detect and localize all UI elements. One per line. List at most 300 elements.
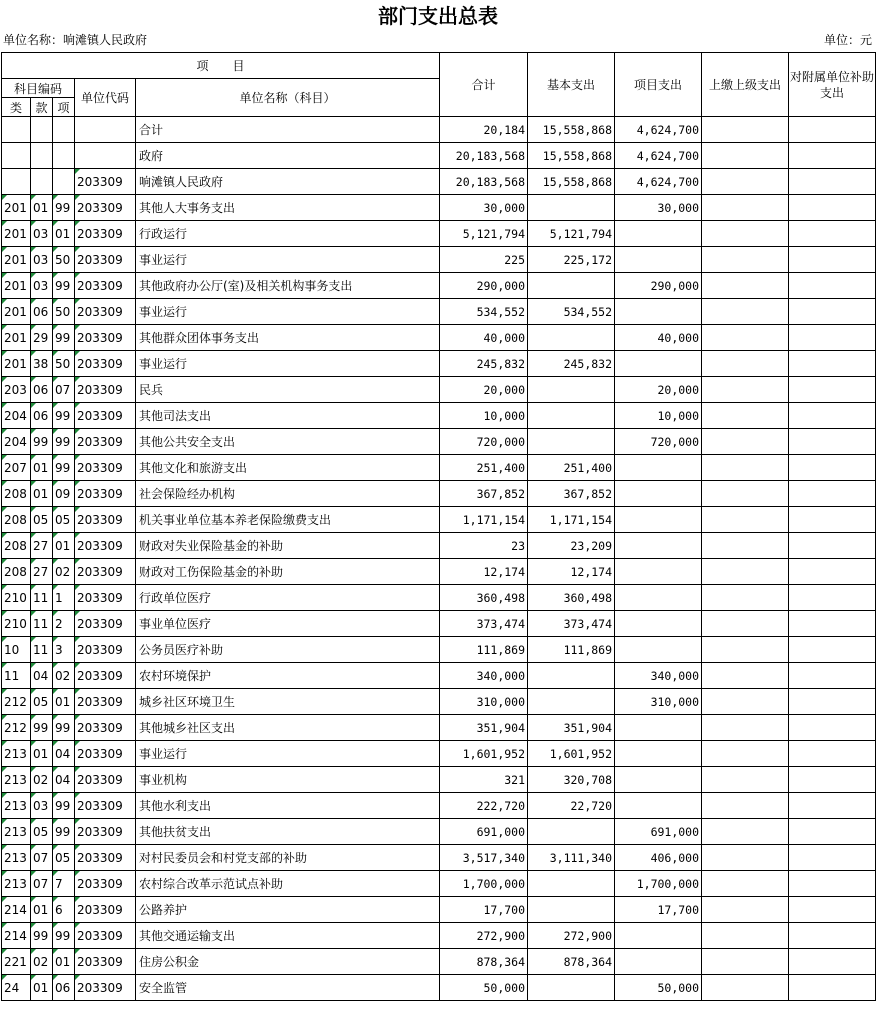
table-row xyxy=(2,741,876,767)
cell-lei: 210 xyxy=(2,611,31,637)
cell-xiang: 02 xyxy=(53,559,75,585)
cell-lei: 24 xyxy=(2,975,31,1001)
cell-basic: 251,400 xyxy=(528,455,615,481)
cell-xiang: 02 xyxy=(53,663,75,689)
cell-basic: 360,498 xyxy=(528,585,615,611)
cell-total: 367,852 xyxy=(440,481,528,507)
cell-unit-code: 203309 xyxy=(75,845,136,871)
cell-basic xyxy=(528,871,615,897)
table-row xyxy=(2,221,876,247)
cell-lei: 213 xyxy=(2,845,31,871)
cell-superior xyxy=(702,715,789,741)
cell-lei: 201 xyxy=(2,325,31,351)
cell-basic: 351,904 xyxy=(528,715,615,741)
header-basic: 基本支出 xyxy=(528,53,615,117)
cell-total: 245,832 xyxy=(440,351,528,377)
cell-kuan: 01 xyxy=(31,455,53,481)
cell-total: 251,400 xyxy=(440,455,528,481)
cell-superior xyxy=(702,143,789,169)
cell-superior xyxy=(702,429,789,455)
cell-lei: 201 xyxy=(2,299,31,325)
cell-unit-name: 住房公积金 xyxy=(136,949,440,975)
cell-project xyxy=(615,221,702,247)
cell-xiang: 01 xyxy=(53,221,75,247)
cell-unit-name: 合计 xyxy=(136,117,440,143)
cell-superior xyxy=(702,403,789,429)
cell-unit-name: 安全监管 xyxy=(136,975,440,1001)
cell-lei xyxy=(2,169,31,195)
cell-subsidiary xyxy=(789,637,876,663)
cell-total: 30,000 xyxy=(440,195,528,221)
page-title: 部门支出总表 xyxy=(378,4,498,28)
cell-lei xyxy=(2,143,31,169)
cell-xiang: 04 xyxy=(53,741,75,767)
cell-project xyxy=(615,767,702,793)
cell-xiang: 01 xyxy=(53,689,75,715)
cell-project: 4,624,700 xyxy=(615,117,702,143)
cell-basic: 15,558,868 xyxy=(528,117,615,143)
cell-total: 321 xyxy=(440,767,528,793)
cell-unit-name: 其他扶贫支出 xyxy=(136,819,440,845)
cell-kuan: 05 xyxy=(31,819,53,845)
header-xiang: 项 xyxy=(53,98,75,117)
cell-subsidiary xyxy=(789,741,876,767)
cell-superior xyxy=(702,481,789,507)
cell-lei xyxy=(2,117,31,143)
cell-total: 373,474 xyxy=(440,611,528,637)
cell-basic: 5,121,794 xyxy=(528,221,615,247)
cell-basic: 15,558,868 xyxy=(528,143,615,169)
cell-subsidiary xyxy=(789,221,876,247)
cell-subsidiary xyxy=(789,871,876,897)
cell-superior xyxy=(702,325,789,351)
header-subsidiary: 对附属单位补助支出 xyxy=(789,53,876,117)
cell-lei: 201 xyxy=(2,351,31,377)
cell-unit-code: 203309 xyxy=(75,507,136,533)
cell-unit-name: 机关事业单位基本养老保险缴费支出 xyxy=(136,507,440,533)
cell-xiang: 50 xyxy=(53,299,75,325)
cell-superior xyxy=(702,351,789,377)
cell-lei: 201 xyxy=(2,221,31,247)
expenditure-table xyxy=(1,52,876,1001)
cell-total: 111,869 xyxy=(440,637,528,663)
cell-lei: 212 xyxy=(2,689,31,715)
cell-superior xyxy=(702,195,789,221)
cell-lei: 208 xyxy=(2,533,31,559)
cell-total: 310,000 xyxy=(440,689,528,715)
cell-kuan: 05 xyxy=(31,507,53,533)
cell-kuan: 99 xyxy=(31,923,53,949)
header-to-superior: 上缴上级支出 xyxy=(702,53,789,117)
cell-project xyxy=(615,455,702,481)
table-row xyxy=(2,793,876,819)
cell-lei: 213 xyxy=(2,819,31,845)
cell-subsidiary xyxy=(789,429,876,455)
cell-lei: 208 xyxy=(2,559,31,585)
cell-basic xyxy=(528,325,615,351)
cell-subsidiary xyxy=(789,585,876,611)
cell-superior xyxy=(702,455,789,481)
cell-superior xyxy=(702,247,789,273)
cell-total: 20,184 xyxy=(440,117,528,143)
cell-subsidiary xyxy=(789,819,876,845)
cell-basic xyxy=(528,663,615,689)
cell-unit-code: 203309 xyxy=(75,949,136,975)
cell-kuan xyxy=(31,117,53,143)
cell-total: 20,183,568 xyxy=(440,143,528,169)
cell-unit-code: 203309 xyxy=(75,299,136,325)
cell-basic xyxy=(528,377,615,403)
cell-subsidiary xyxy=(789,533,876,559)
cell-superior xyxy=(702,767,789,793)
header-unit-code: 单位代码 xyxy=(75,79,136,117)
cell-unit-name: 对村民委员会和村党支部的补助 xyxy=(136,845,440,871)
cell-xiang xyxy=(53,117,75,143)
cell-kuan: 29 xyxy=(31,325,53,351)
cell-xiang: 99 xyxy=(53,715,75,741)
cell-project: 340,000 xyxy=(615,663,702,689)
cell-xiang: 06 xyxy=(53,975,75,1001)
cell-subsidiary xyxy=(789,663,876,689)
cell-project xyxy=(615,949,702,975)
cell-basic xyxy=(528,403,615,429)
cell-kuan: 11 xyxy=(31,637,53,663)
cell-kuan: 27 xyxy=(31,559,53,585)
cell-project xyxy=(615,793,702,819)
cell-unit-code: 203309 xyxy=(75,663,136,689)
cell-subsidiary xyxy=(789,559,876,585)
cell-unit-name: 事业运行 xyxy=(136,247,440,273)
cell-subsidiary xyxy=(789,273,876,299)
cell-xiang: 05 xyxy=(53,507,75,533)
cell-unit-name: 农村综合改革示范试点补助 xyxy=(136,871,440,897)
cell-unit-name: 政府 xyxy=(136,143,440,169)
cell-total: 360,498 xyxy=(440,585,528,611)
cell-unit-code: 203309 xyxy=(75,689,136,715)
cell-superior xyxy=(702,273,789,299)
cell-kuan: 06 xyxy=(31,403,53,429)
cell-project: 20,000 xyxy=(615,377,702,403)
cell-subsidiary xyxy=(789,507,876,533)
cell-lei: 221 xyxy=(2,949,31,975)
cell-superior xyxy=(702,663,789,689)
cell-unit-code: 203309 xyxy=(75,741,136,767)
cell-lei: 208 xyxy=(2,507,31,533)
table-row xyxy=(2,559,876,585)
cell-kuan: 99 xyxy=(31,429,53,455)
cell-total: 20,000 xyxy=(440,377,528,403)
cell-xiang: 1 xyxy=(53,585,75,611)
cell-total: 1,700,000 xyxy=(440,871,528,897)
cell-superior xyxy=(702,871,789,897)
cell-xiang: 04 xyxy=(53,767,75,793)
cell-superior xyxy=(702,819,789,845)
cell-xiang xyxy=(53,143,75,169)
cell-subsidiary xyxy=(789,949,876,975)
cell-total: 12,174 xyxy=(440,559,528,585)
cell-lei: 204 xyxy=(2,429,31,455)
cell-unit-name: 公路养护 xyxy=(136,897,440,923)
cell-total: 534,552 xyxy=(440,299,528,325)
cell-basic: 12,174 xyxy=(528,559,615,585)
cell-basic: 367,852 xyxy=(528,481,615,507)
cell-unit-name: 其他司法支出 xyxy=(136,403,440,429)
cell-project: 290,000 xyxy=(615,273,702,299)
cell-unit-name: 城乡社区环境卫生 xyxy=(136,689,440,715)
cell-kuan: 03 xyxy=(31,221,53,247)
table-row xyxy=(2,455,876,481)
cell-total: 17,700 xyxy=(440,897,528,923)
cell-basic: 23,209 xyxy=(528,533,615,559)
cell-total: 225 xyxy=(440,247,528,273)
cell-basic: 225,172 xyxy=(528,247,615,273)
header-subject-code: 科目编码 xyxy=(2,79,75,98)
cell-subsidiary xyxy=(789,611,876,637)
cell-total: 40,000 xyxy=(440,325,528,351)
cell-kuan: 01 xyxy=(31,195,53,221)
unit-name-label: 单位名称：响滩镇人民政府 xyxy=(3,33,148,47)
cell-unit-code: 203309 xyxy=(75,819,136,845)
cell-project xyxy=(615,351,702,377)
cell-kuan: 99 xyxy=(31,715,53,741)
cell-project xyxy=(615,533,702,559)
cell-subsidiary xyxy=(789,455,876,481)
cell-subsidiary xyxy=(789,117,876,143)
cell-xiang: 01 xyxy=(53,533,75,559)
cell-subsidiary xyxy=(789,325,876,351)
table-header xyxy=(2,53,876,117)
table-row xyxy=(2,923,876,949)
cell-project: 1,700,000 xyxy=(615,871,702,897)
cell-basic xyxy=(528,429,615,455)
cell-lei: 203 xyxy=(2,377,31,403)
cell-xiang: 7 xyxy=(53,871,75,897)
cell-superior xyxy=(702,637,789,663)
cell-unit-name: 事业运行 xyxy=(136,741,440,767)
cell-unit-name: 事业单位医疗 xyxy=(136,611,440,637)
cell-superior xyxy=(702,559,789,585)
cell-unit-name: 行政运行 xyxy=(136,221,440,247)
cell-project: 40,000 xyxy=(615,325,702,351)
cell-total: 50,000 xyxy=(440,975,528,1001)
cell-lei: 214 xyxy=(2,923,31,949)
cell-unit-code: 203309 xyxy=(75,169,136,195)
table-row xyxy=(2,897,876,923)
cell-unit-name: 财政对失业保险基金的补助 xyxy=(136,533,440,559)
cell-kuan xyxy=(31,169,53,195)
cell-project: 50,000 xyxy=(615,975,702,1001)
cell-kuan: 03 xyxy=(31,247,53,273)
cell-kuan: 11 xyxy=(31,611,53,637)
header-total: 合计 xyxy=(440,53,528,117)
cell-xiang: 99 xyxy=(53,429,75,455)
cell-basic: 878,364 xyxy=(528,949,615,975)
table-row xyxy=(2,871,876,897)
cell-basic: 272,900 xyxy=(528,923,615,949)
table-row xyxy=(2,195,876,221)
cell-superior xyxy=(702,923,789,949)
cell-project: 691,000 xyxy=(615,819,702,845)
cell-unit-code: 203309 xyxy=(75,455,136,481)
cell-project: 17,700 xyxy=(615,897,702,923)
cell-unit-code: 203309 xyxy=(75,923,136,949)
cell-superior xyxy=(702,741,789,767)
cell-unit-code: 203309 xyxy=(75,611,136,637)
cell-kuan: 07 xyxy=(31,871,53,897)
cell-project: 30,000 xyxy=(615,195,702,221)
cell-superior xyxy=(702,689,789,715)
cell-total: 290,000 xyxy=(440,273,528,299)
cell-xiang: 09 xyxy=(53,481,75,507)
cell-basic: 3,111,340 xyxy=(528,845,615,871)
cell-basic: 245,832 xyxy=(528,351,615,377)
cell-lei: 11 xyxy=(2,663,31,689)
table-row xyxy=(2,429,876,455)
cell-xiang: 50 xyxy=(53,351,75,377)
cell-unit-name: 其他政府办公厅(室)及相关机构事务支出 xyxy=(136,273,440,299)
cell-kuan: 06 xyxy=(31,299,53,325)
cell-subsidiary xyxy=(789,169,876,195)
table-row xyxy=(2,611,876,637)
cell-project: 406,000 xyxy=(615,845,702,871)
cell-unit-code: 203309 xyxy=(75,637,136,663)
cell-subsidiary xyxy=(789,715,876,741)
cell-unit-code: 203309 xyxy=(75,195,136,221)
cell-unit-name: 农村环境保护 xyxy=(136,663,440,689)
cell-unit-name: 事业运行 xyxy=(136,299,440,325)
table-row xyxy=(2,585,876,611)
cell-kuan: 01 xyxy=(31,897,53,923)
cell-unit-code: 203309 xyxy=(75,377,136,403)
header-project-expense: 项目支出 xyxy=(615,53,702,117)
cell-unit-name: 其他水利支出 xyxy=(136,793,440,819)
cell-project xyxy=(615,637,702,663)
cell-total: 272,900 xyxy=(440,923,528,949)
cell-xiang: 99 xyxy=(53,455,75,481)
cell-unit-name: 其他群众团体事务支出 xyxy=(136,325,440,351)
cell-total: 222,720 xyxy=(440,793,528,819)
table-body xyxy=(2,117,876,1001)
cell-superior xyxy=(702,377,789,403)
cell-subsidiary xyxy=(789,403,876,429)
cell-unit-code: 203309 xyxy=(75,793,136,819)
table-row xyxy=(2,117,876,143)
cell-lei: 210 xyxy=(2,585,31,611)
cell-unit-name: 社会保险经办机构 xyxy=(136,481,440,507)
cell-total: 351,904 xyxy=(440,715,528,741)
table-row xyxy=(2,481,876,507)
cell-xiang: 99 xyxy=(53,819,75,845)
cell-unit-code: 203309 xyxy=(75,325,136,351)
cell-xiang: 6 xyxy=(53,897,75,923)
cell-subsidiary xyxy=(789,351,876,377)
cell-basic: 15,558,868 xyxy=(528,169,615,195)
cell-kuan xyxy=(31,143,53,169)
cell-project: 10,000 xyxy=(615,403,702,429)
cell-project xyxy=(615,741,702,767)
cell-unit-code: 203309 xyxy=(75,767,136,793)
cell-total: 691,000 xyxy=(440,819,528,845)
cell-xiang: 99 xyxy=(53,403,75,429)
cell-kuan: 03 xyxy=(31,793,53,819)
cell-superior xyxy=(702,897,789,923)
cell-project xyxy=(615,299,702,325)
cell-superior xyxy=(702,507,789,533)
cell-total: 1,171,154 xyxy=(440,507,528,533)
cell-kuan: 01 xyxy=(31,975,53,1001)
cell-project xyxy=(615,559,702,585)
cell-superior xyxy=(702,299,789,325)
table-row xyxy=(2,169,876,195)
cell-basic xyxy=(528,897,615,923)
cell-superior xyxy=(702,975,789,1001)
cell-superior xyxy=(702,117,789,143)
header-project: 项 目 xyxy=(2,53,440,79)
cell-total: 5,121,794 xyxy=(440,221,528,247)
cell-unit-name: 响滩镇人民政府 xyxy=(136,169,440,195)
cell-kuan: 05 xyxy=(31,689,53,715)
cell-lei: 10 xyxy=(2,637,31,663)
header-kuan: 款 xyxy=(31,98,53,117)
cell-unit-code: 203309 xyxy=(75,403,136,429)
cell-lei: 207 xyxy=(2,455,31,481)
cell-superior xyxy=(702,611,789,637)
table-row xyxy=(2,377,876,403)
cell-project: 4,624,700 xyxy=(615,169,702,195)
cell-subsidiary xyxy=(789,689,876,715)
cell-superior xyxy=(702,169,789,195)
cell-unit-name: 其他人大事务支出 xyxy=(136,195,440,221)
cell-unit-code: 203309 xyxy=(75,871,136,897)
cell-unit-name: 其他城乡社区支出 xyxy=(136,715,440,741)
table-row xyxy=(2,949,876,975)
header-unit-name: 单位名称（科目） xyxy=(136,79,440,117)
cell-project: 720,000 xyxy=(615,429,702,455)
cell-lei: 201 xyxy=(2,247,31,273)
cell-superior xyxy=(702,949,789,975)
table-row xyxy=(2,143,876,169)
cell-lei: 201 xyxy=(2,273,31,299)
cell-superior xyxy=(702,793,789,819)
cell-project xyxy=(615,585,702,611)
cell-xiang: 99 xyxy=(53,273,75,299)
cell-basic: 534,552 xyxy=(528,299,615,325)
cell-subsidiary xyxy=(789,299,876,325)
cell-kuan: 07 xyxy=(31,845,53,871)
cell-unit-code: 203309 xyxy=(75,585,136,611)
cell-kuan: 38 xyxy=(31,351,53,377)
cell-project xyxy=(615,481,702,507)
cell-subsidiary xyxy=(789,975,876,1001)
cell-total: 878,364 xyxy=(440,949,528,975)
cell-unit-name: 公务员医疗补助 xyxy=(136,637,440,663)
cell-unit-code: 203309 xyxy=(75,221,136,247)
cell-subsidiary xyxy=(789,897,876,923)
cell-unit-code: 203309 xyxy=(75,897,136,923)
cell-kuan: 04 xyxy=(31,663,53,689)
cell-lei: 213 xyxy=(2,793,31,819)
cell-project xyxy=(615,715,702,741)
cell-unit-code: 203309 xyxy=(75,351,136,377)
cell-xiang: 01 xyxy=(53,949,75,975)
table-row xyxy=(2,351,876,377)
cell-basic xyxy=(528,819,615,845)
cell-xiang: 05 xyxy=(53,845,75,871)
cell-project: 4,624,700 xyxy=(615,143,702,169)
cell-project xyxy=(615,247,702,273)
table-row xyxy=(2,325,876,351)
cell-lei: 213 xyxy=(2,767,31,793)
